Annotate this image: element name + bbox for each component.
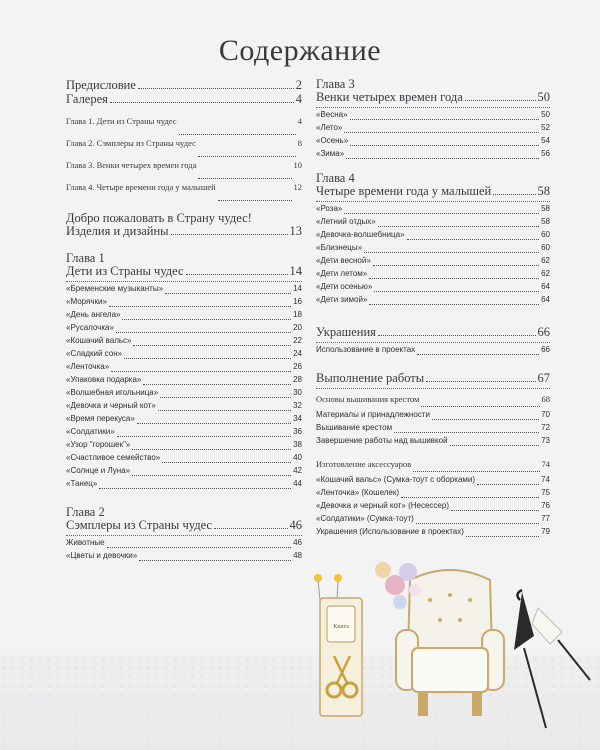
toc-right-column (316, 78, 550, 540)
toc-entry-chapter2[interactable]: Сэмплеры из Страны чудес 46 (66, 518, 302, 532)
list-item[interactable]: «Лето» 52 (316, 123, 550, 132)
list-item[interactable]: «Бременские музыканты» 14 (66, 284, 302, 293)
toc-entry-gallery-ch1[interactable]: Глава 1. Дети из Страны чудес 4 (66, 116, 302, 138)
toc-left-column (66, 78, 302, 564)
needle-book-icon (320, 598, 362, 716)
toc-entry-preface[interactable]: Предисловие 2 (66, 78, 302, 92)
chapter3-label: Глава 3 (316, 77, 355, 91)
toc-entry-decorations[interactable]: Украшения 66 (316, 325, 550, 339)
list-item[interactable]: «Счастливое семейство» 40 (66, 453, 302, 462)
list-item[interactable]: «Зима» 56 (316, 149, 550, 158)
list-item[interactable]: «Ленточка» 26 (66, 362, 302, 371)
chapter2-rule (66, 535, 302, 536)
list-item[interactable]: Использование в проектах 66 (316, 345, 550, 354)
page-title: Содержание (218, 34, 382, 67)
toc-entry-designs[interactable]: Изделия и дизайны 13 (66, 224, 302, 238)
chapter4-label: Глава 4 (316, 171, 355, 185)
list-item[interactable]: «Узор "горошек"» 38 (66, 440, 302, 449)
list-item[interactable]: «Дети зимой» 64 (316, 295, 550, 304)
list-item[interactable]: Животные 46 (66, 538, 302, 547)
chapter4-rule (316, 201, 550, 202)
list-item[interactable]: «Упаковка подарка» 28 (66, 375, 302, 384)
list-item[interactable]: «Русалочка» 20 (66, 323, 302, 332)
list-item[interactable]: «Девочка и черный кот» 32 (66, 401, 302, 410)
work-rule (316, 388, 550, 389)
list-item[interactable]: «Близнецы» 60 (316, 243, 550, 252)
list-item[interactable]: «Роза» 58 (316, 204, 550, 213)
list-item[interactable]: Украшения (Использование в проектах) 79 (316, 527, 550, 536)
toc-entry-work[interactable]: Выполнение работы 67 (316, 371, 550, 385)
toc-entry-gallery[interactable]: Галерея 4 (66, 92, 302, 106)
list-item[interactable]: «Волшебная игольница» 30 (66, 388, 302, 397)
list-item[interactable]: «Дети летом» 62 (316, 269, 550, 278)
list-item[interactable]: «Солдатики» 36 (66, 427, 302, 436)
list-item[interactable]: «Кошачий вальс» 22 (66, 336, 302, 345)
craft-illustration (300, 540, 600, 750)
list-item[interactable]: «Морячки» 16 (66, 297, 302, 306)
decorations-rule (316, 342, 550, 343)
chapter2-label: Глава 2 (66, 505, 105, 519)
lace-fan-icon (532, 608, 590, 680)
toc-entry-accessories[interactable]: Изготовление аксессуаров 74 (316, 459, 550, 475)
chapter1-label: Глава 1 (66, 251, 105, 265)
toc-entry-chapter3[interactable]: Венки четырех времен года 50 (316, 90, 550, 104)
list-item[interactable]: Завершение работы над вышивкой 73 (316, 436, 550, 445)
list-item[interactable]: Вышивание крестом 72 (316, 423, 550, 432)
list-item[interactable]: «Летний отдых» 58 (316, 217, 550, 226)
list-item[interactable]: «Девочка и черный кот» (Несессер) 76 (316, 501, 550, 510)
chapter1-rule (66, 281, 302, 282)
list-item[interactable]: «Кошачий вальс» (Сумка-тоут с оборками) 74 (316, 475, 550, 484)
toc-entry-gallery-ch3[interactable]: Глава 3. Венки четырех времен года 10 (66, 160, 302, 182)
toc-entry-gallery-ch2[interactable]: Глава 2. Сэмплеры из Страны чудес 8 (66, 138, 302, 160)
toc-entry-chapter4[interactable]: Четыре времени года у малышей 58 (316, 184, 550, 198)
toc-entry-gallery-ch4[interactable]: Глава 4. Четыре времени года у малышей 12 (66, 182, 302, 204)
list-item[interactable]: «Дети осенью» 64 (316, 282, 550, 291)
list-item[interactable]: «Девочка-волшебница» 60 (316, 230, 550, 239)
list-item[interactable]: «Танец» 44 (66, 479, 302, 488)
list-item[interactable]: «Весна» 50 (316, 110, 550, 119)
list-item[interactable]: «Время перекуса» 34 (66, 414, 302, 423)
list-item[interactable]: «День ангела» 18 (66, 310, 302, 319)
list-item[interactable]: «Осень» 54 (316, 136, 550, 145)
list-item[interactable]: «Цветы и девочки» 48 (66, 551, 302, 560)
list-item[interactable]: «Дети весной» 62 (316, 256, 550, 265)
toc-entry-chapter1[interactable]: Дети из Страны чудес 14 (66, 264, 302, 278)
chapter3-rule (316, 107, 550, 108)
list-item[interactable]: «Солдатики» (Сумка-тоут) 77 (316, 514, 550, 523)
toc-entry-cross-stitch-basics[interactable]: Основы вышивания крестом 68 (316, 394, 550, 410)
list-item[interactable]: «Солнце и Луна» 42 (66, 466, 302, 475)
needle-book-label: Книга (333, 624, 349, 630)
list-item[interactable]: Материалы и принадлежности 70 (316, 410, 550, 419)
list-item[interactable]: «Ленточка» (Кошелек) 75 (316, 488, 550, 497)
list-item[interactable]: «Сладкий сон» 24 (66, 349, 302, 358)
chapter1-list (66, 284, 302, 492)
toc-welcome-heading: Добро пожаловать в Страну чудес! (66, 211, 252, 225)
